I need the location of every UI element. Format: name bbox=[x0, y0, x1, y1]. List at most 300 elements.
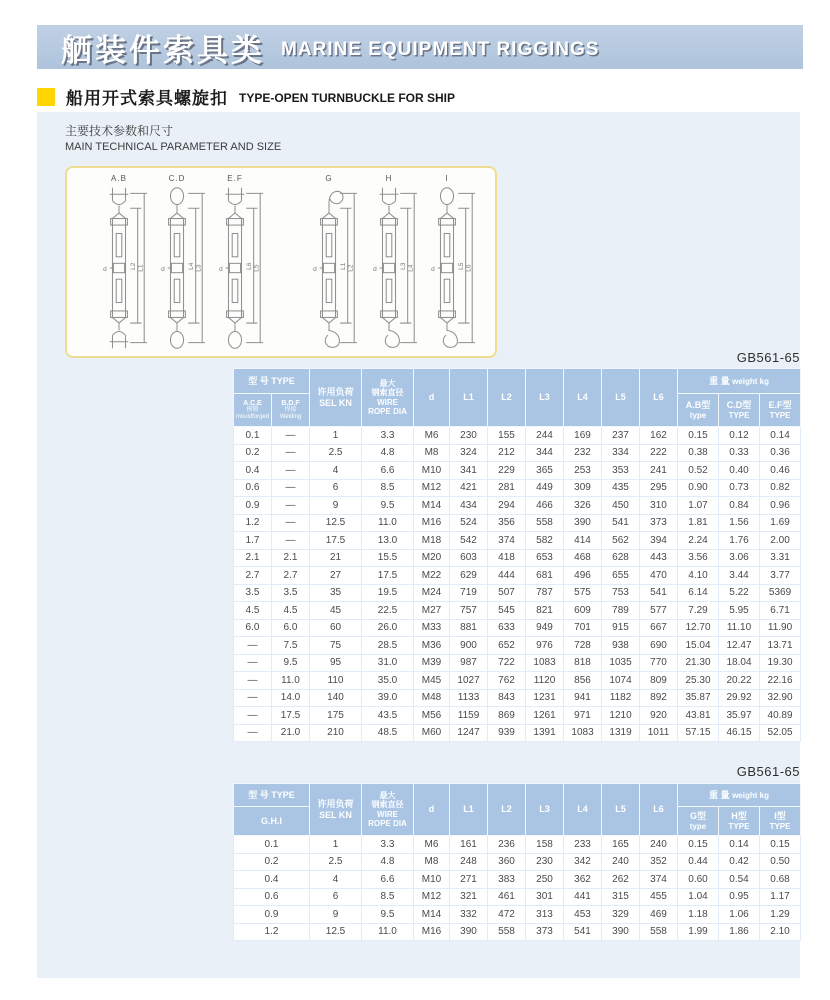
page-banner bbox=[37, 25, 803, 69]
table-cell: 22.5 bbox=[362, 602, 414, 620]
table-cell: 1011 bbox=[640, 724, 678, 742]
table-cell: 25.30 bbox=[678, 672, 719, 690]
table-cell: 558 bbox=[488, 923, 526, 941]
col-header-weight-ef: E.F型 TYPE bbox=[760, 394, 801, 427]
table-cell: 161 bbox=[450, 836, 488, 854]
table-cell: M12 bbox=[414, 479, 450, 497]
table-row bbox=[234, 427, 801, 445]
table-cell: 418 bbox=[488, 549, 526, 567]
col-header-load bbox=[310, 369, 362, 427]
table-cell: 949 bbox=[526, 619, 564, 637]
table-row bbox=[234, 584, 801, 602]
table-cell: 1074 bbox=[602, 672, 640, 690]
col-header-l2: L2 bbox=[488, 369, 526, 427]
table-cell: 6.71 bbox=[760, 602, 801, 620]
turnbuckle-table-abcdef bbox=[233, 368, 801, 742]
table-row bbox=[234, 707, 801, 725]
table-cell: 1261 bbox=[526, 707, 564, 725]
table-cell: 1.76 bbox=[719, 532, 760, 550]
svg-text:L5: L5 bbox=[457, 262, 465, 270]
table-row bbox=[234, 619, 801, 637]
table-cell: 1.69 bbox=[760, 514, 801, 532]
table-cell: 1.07 bbox=[678, 497, 719, 515]
table-cell: 414 bbox=[564, 532, 602, 550]
table-cell: 470 bbox=[640, 567, 678, 585]
table-cell: 2.1 bbox=[272, 549, 310, 567]
table-cell: 13.0 bbox=[362, 532, 414, 550]
table-cell: 722 bbox=[488, 654, 526, 672]
table-cell: 690 bbox=[640, 637, 678, 655]
col-header-type: 型 号 TYPE bbox=[234, 369, 310, 394]
table-cell: 0.2 bbox=[234, 853, 310, 871]
table-cell: 232 bbox=[564, 444, 602, 462]
subtitle bbox=[65, 122, 281, 153]
table-cell: 787 bbox=[526, 584, 564, 602]
table-cell: 0.54 bbox=[719, 871, 760, 889]
table-cell: 2.7 bbox=[272, 567, 310, 585]
table-cell: 4 bbox=[310, 462, 362, 480]
table-cell: M8 bbox=[414, 853, 450, 871]
table-cell: 892 bbox=[640, 689, 678, 707]
table-cell: 719 bbox=[450, 584, 488, 602]
svg-text:L4: L4 bbox=[187, 262, 195, 270]
table-cell: 19.30 bbox=[760, 654, 801, 672]
table-cell: 2.00 bbox=[760, 532, 801, 550]
table-cell: M14 bbox=[414, 906, 450, 924]
table-cell: 12.5 bbox=[310, 514, 362, 532]
table-cell: 1133 bbox=[450, 689, 488, 707]
table-cell: 1 bbox=[310, 427, 362, 445]
table-cell: 941 bbox=[564, 689, 602, 707]
turnbuckle-table-ghi bbox=[233, 783, 801, 941]
turnbuckle-figure-h bbox=[359, 174, 419, 357]
table-cell: 21.0 bbox=[272, 724, 310, 742]
table-cell: 987 bbox=[450, 654, 488, 672]
table-cell: — bbox=[272, 444, 310, 462]
table-cell: 240 bbox=[640, 836, 678, 854]
col-header-type-bdf: B.D.F 焊接 Welding bbox=[272, 394, 310, 427]
table-cell: 0.15 bbox=[678, 427, 719, 445]
table-cell: 1.17 bbox=[760, 888, 801, 906]
table-cell: 971 bbox=[564, 707, 602, 725]
table-cell: 27 bbox=[310, 567, 362, 585]
table-cell: 374 bbox=[488, 532, 526, 550]
table-cell: 0.40 bbox=[719, 462, 760, 480]
table-cell: 22.16 bbox=[760, 672, 801, 690]
table-cell: 6.0 bbox=[234, 619, 272, 637]
turnbuckle-figure-ef bbox=[205, 174, 265, 357]
col-header-weight-h: H型 TYPE bbox=[719, 807, 760, 836]
table-cell: 20.22 bbox=[719, 672, 760, 690]
table-cell: 5.22 bbox=[719, 584, 760, 602]
table-cell: 352 bbox=[640, 853, 678, 871]
table-cell: 12.47 bbox=[719, 637, 760, 655]
table-cell: 11.0 bbox=[362, 514, 414, 532]
table-cell: 2.1 bbox=[234, 549, 272, 567]
table-cell: 21.30 bbox=[678, 654, 719, 672]
col-header-type-ace: A.C.E 模锻 mouldforged bbox=[234, 394, 272, 427]
table-cell: 362 bbox=[564, 871, 602, 889]
table-cell: — bbox=[272, 514, 310, 532]
table-cell: 920 bbox=[640, 707, 678, 725]
turnbuckle-drawing bbox=[417, 184, 477, 352]
col-header-type-ghi: G.H.I bbox=[234, 807, 310, 836]
table-cell: 75 bbox=[310, 637, 362, 655]
figure-label: H bbox=[385, 174, 393, 183]
table-cell: 453 bbox=[564, 906, 602, 924]
table-cell: 9 bbox=[310, 497, 362, 515]
table-cell: M48 bbox=[414, 689, 450, 707]
table-cell: 12.70 bbox=[678, 619, 719, 637]
table-cell: 3.5 bbox=[234, 584, 272, 602]
table-cell: 2.5 bbox=[310, 853, 362, 871]
table-cell: 26.0 bbox=[362, 619, 414, 637]
table-cell: 0.12 bbox=[719, 427, 760, 445]
col-header-weight-g: G型 type bbox=[678, 807, 719, 836]
table-cell: 383 bbox=[488, 871, 526, 889]
table-cell: 1083 bbox=[564, 724, 602, 742]
table-cell: — bbox=[272, 427, 310, 445]
table-cell: — bbox=[272, 532, 310, 550]
table-cell: 4.10 bbox=[678, 567, 719, 585]
table-cell: 434 bbox=[450, 497, 488, 515]
table-cell: 0.14 bbox=[719, 836, 760, 854]
table-cell: 17.5 bbox=[272, 707, 310, 725]
table-cell: 344 bbox=[526, 444, 564, 462]
table-cell: 1159 bbox=[450, 707, 488, 725]
table-cell: 461 bbox=[488, 888, 526, 906]
table-cell: 1.81 bbox=[678, 514, 719, 532]
table-cell: 562 bbox=[602, 532, 640, 550]
table-cell: M27 bbox=[414, 602, 450, 620]
diagram-box bbox=[65, 166, 497, 358]
table-cell: 0.4 bbox=[234, 871, 310, 889]
table-cell: M36 bbox=[414, 637, 450, 655]
col-header-l5: L5 bbox=[602, 784, 640, 836]
table-cell: 6.6 bbox=[362, 871, 414, 889]
table-cell: 2.24 bbox=[678, 532, 719, 550]
svg-text:L2: L2 bbox=[347, 264, 355, 272]
table-cell: 1.2 bbox=[234, 514, 272, 532]
svg-text:L6: L6 bbox=[245, 262, 253, 270]
table-cell: M33 bbox=[414, 619, 450, 637]
table-cell: 95 bbox=[310, 654, 362, 672]
section-heading bbox=[37, 84, 455, 109]
table-cell: 0.6 bbox=[234, 888, 310, 906]
table-cell: 17.5 bbox=[362, 567, 414, 585]
table-row bbox=[234, 906, 801, 924]
table-cell: 43.81 bbox=[678, 707, 719, 725]
table-cell: 441 bbox=[564, 888, 602, 906]
table-cell: 12.5 bbox=[310, 923, 362, 941]
svg-text:L3: L3 bbox=[195, 264, 203, 272]
table-cell: 332 bbox=[450, 906, 488, 924]
table-cell: 0.60 bbox=[678, 871, 719, 889]
table-cell: 5.95 bbox=[719, 602, 760, 620]
table-cell: 1.06 bbox=[719, 906, 760, 924]
table-cell: 2.10 bbox=[760, 923, 801, 941]
col-header-l6: L6 bbox=[640, 369, 678, 427]
table-cell: 0.15 bbox=[760, 836, 801, 854]
table-cell: 1319 bbox=[602, 724, 640, 742]
turnbuckle-figure-g bbox=[299, 174, 359, 357]
figure-label: A.B bbox=[111, 174, 127, 183]
table-cell: — bbox=[234, 689, 272, 707]
table-cell: 818 bbox=[564, 654, 602, 672]
table-cell: M39 bbox=[414, 654, 450, 672]
table-row bbox=[234, 871, 801, 889]
table-cell: 1.18 bbox=[678, 906, 719, 924]
table-cell: 17.5 bbox=[310, 532, 362, 550]
table-cell: 295 bbox=[640, 479, 678, 497]
table-cell: M16 bbox=[414, 923, 450, 941]
table-cell: 1391 bbox=[526, 724, 564, 742]
table-cell: M8 bbox=[414, 444, 450, 462]
table-cell: M6 bbox=[414, 427, 450, 445]
table-cell: 6 bbox=[310, 479, 362, 497]
table-cell: 324 bbox=[450, 444, 488, 462]
table-cell: 356 bbox=[488, 514, 526, 532]
col-header-l4: L4 bbox=[564, 369, 602, 427]
turnbuckle-drawing bbox=[205, 184, 265, 352]
table-cell: 653 bbox=[526, 549, 564, 567]
svg-text:L3: L3 bbox=[399, 262, 407, 270]
table-cell: 212 bbox=[488, 444, 526, 462]
table-cell: 240 bbox=[602, 853, 640, 871]
table-cell: 1210 bbox=[602, 707, 640, 725]
col-header-d: d bbox=[414, 784, 450, 836]
table-cell: 2.7 bbox=[234, 567, 272, 585]
table-cell: 1.04 bbox=[678, 888, 719, 906]
table-cell: 545 bbox=[488, 602, 526, 620]
table-row bbox=[234, 689, 801, 707]
table-cell: 728 bbox=[564, 637, 602, 655]
table-cell: 1231 bbox=[526, 689, 564, 707]
table-cell: 374 bbox=[640, 871, 678, 889]
table-cell: 6.6 bbox=[362, 462, 414, 480]
table-cell: 169 bbox=[564, 427, 602, 445]
table-cell: 3.31 bbox=[760, 549, 801, 567]
table-row bbox=[234, 462, 801, 480]
table-cell: 28.5 bbox=[362, 637, 414, 655]
table-cell: 915 bbox=[602, 619, 640, 637]
load-label-zh: 许用负荷 bbox=[317, 387, 354, 398]
col-header-l3: L3 bbox=[526, 369, 564, 427]
turnbuckle-drawing bbox=[299, 184, 359, 352]
table-cell: 3.56 bbox=[678, 549, 719, 567]
table-cell: 39.0 bbox=[362, 689, 414, 707]
table-cell: 633 bbox=[488, 619, 526, 637]
table-cell: 43.5 bbox=[362, 707, 414, 725]
table-cell: 652 bbox=[488, 637, 526, 655]
table-cell: 230 bbox=[526, 853, 564, 871]
table-cell: 1182 bbox=[602, 689, 640, 707]
table-cell: 0.38 bbox=[678, 444, 719, 462]
table-cell: 0.9 bbox=[234, 497, 272, 515]
table-cell: 0.1 bbox=[234, 427, 272, 445]
table-cell: 6.14 bbox=[678, 584, 719, 602]
table-cell: 222 bbox=[640, 444, 678, 462]
col-header-l3: L3 bbox=[526, 784, 564, 836]
table-cell: 575 bbox=[564, 584, 602, 602]
figure-label: G bbox=[325, 174, 333, 183]
table-cell: 435 bbox=[602, 479, 640, 497]
table-cell: 496 bbox=[564, 567, 602, 585]
table-cell: 244 bbox=[526, 427, 564, 445]
table-cell: 541 bbox=[564, 923, 602, 941]
col-header-wire-dia: 最大 钢索直径 WIRE ROPE DIA bbox=[362, 369, 414, 427]
col-header-wire-dia: 最大 钢索直径 WIRE ROPE DIA bbox=[362, 784, 414, 836]
table-cell: 237 bbox=[602, 427, 640, 445]
table-cell: 19.5 bbox=[362, 584, 414, 602]
table-cell: 9.5 bbox=[362, 906, 414, 924]
table-cell: 541 bbox=[602, 514, 640, 532]
table-cell: 466 bbox=[526, 497, 564, 515]
table-cell: 0.42 bbox=[719, 853, 760, 871]
table-cell: 35 bbox=[310, 584, 362, 602]
table-row bbox=[234, 532, 801, 550]
table-row bbox=[234, 836, 801, 854]
table-cell: 0.15 bbox=[678, 836, 719, 854]
figure-label: I bbox=[445, 174, 449, 183]
table-cell: 900 bbox=[450, 637, 488, 655]
section-title-en: TYPE-OPEN TURNBUCKLE FOR SHIP bbox=[239, 91, 456, 105]
table-cell: 11.10 bbox=[719, 619, 760, 637]
table-cell: 326 bbox=[564, 497, 602, 515]
table-cell: M22 bbox=[414, 567, 450, 585]
svg-text:d: d bbox=[103, 265, 107, 273]
table-row bbox=[234, 853, 801, 871]
col-header-l4: L4 bbox=[564, 784, 602, 836]
col-header-weight-ab: A.B型 type bbox=[678, 394, 719, 427]
table-cell: 21 bbox=[310, 549, 362, 567]
svg-text:L2: L2 bbox=[129, 262, 137, 270]
svg-text:L1: L1 bbox=[339, 262, 347, 270]
table-cell: 1.2 bbox=[234, 923, 310, 941]
table-cell: 4.8 bbox=[362, 853, 414, 871]
table-cell: 57.15 bbox=[678, 724, 719, 742]
table-cell: 449 bbox=[526, 479, 564, 497]
table-cell: 8.5 bbox=[362, 479, 414, 497]
table-cell: 162 bbox=[640, 427, 678, 445]
table-cell: 939 bbox=[488, 724, 526, 742]
table-cell: 701 bbox=[564, 619, 602, 637]
table-cell: 757 bbox=[450, 602, 488, 620]
content-panel bbox=[37, 112, 800, 978]
table-cell: 0.95 bbox=[719, 888, 760, 906]
table-cell: 0.68 bbox=[760, 871, 801, 889]
table-cell: 310 bbox=[640, 497, 678, 515]
table-cell: 301 bbox=[526, 888, 564, 906]
col-header-weight: 重 量 weight kg bbox=[678, 369, 801, 394]
table-cell: 158 bbox=[526, 836, 564, 854]
table-row bbox=[234, 514, 801, 532]
table-cell: — bbox=[234, 672, 272, 690]
svg-text:d: d bbox=[313, 265, 317, 273]
table-cell: 450 bbox=[602, 497, 640, 515]
table-cell: 353 bbox=[602, 462, 640, 480]
table-cell: 35.97 bbox=[719, 707, 760, 725]
table-cell: 0.2 bbox=[234, 444, 272, 462]
standard-label-1: GB561-65 bbox=[736, 350, 800, 365]
table-cell: 365 bbox=[526, 462, 564, 480]
table-cell: 11.0 bbox=[362, 923, 414, 941]
table-cell: 35.0 bbox=[362, 672, 414, 690]
table-cell: 271 bbox=[450, 871, 488, 889]
table-row bbox=[234, 654, 801, 672]
turnbuckle-drawing bbox=[147, 184, 207, 352]
table-cell: 31.0 bbox=[362, 654, 414, 672]
table-cell: 0.73 bbox=[719, 479, 760, 497]
table-cell: 9.5 bbox=[362, 497, 414, 515]
table-cell: 329 bbox=[602, 906, 640, 924]
figure-label: C.D bbox=[168, 174, 186, 183]
turnbuckle-figure-i bbox=[417, 174, 477, 357]
table-cell: 29.92 bbox=[719, 689, 760, 707]
table-cell: 8.5 bbox=[362, 888, 414, 906]
turnbuckle-drawing bbox=[89, 184, 149, 352]
table-cell: 603 bbox=[450, 549, 488, 567]
table-cell: 468 bbox=[564, 549, 602, 567]
load-label-en: SEL KN bbox=[319, 397, 352, 408]
table-cell: 667 bbox=[640, 619, 678, 637]
table-cell: 155 bbox=[488, 427, 526, 445]
table-cell: 577 bbox=[640, 602, 678, 620]
table-cell: 1.7 bbox=[234, 532, 272, 550]
table-cell: 0.33 bbox=[719, 444, 760, 462]
svg-text:d: d bbox=[373, 265, 377, 273]
table-cell: 241 bbox=[640, 462, 678, 480]
table-cell: 869 bbox=[488, 707, 526, 725]
table-cell: 334 bbox=[602, 444, 640, 462]
table-cell: 5369 bbox=[760, 584, 801, 602]
table-cell: M10 bbox=[414, 871, 450, 889]
table-cell: 856 bbox=[564, 672, 602, 690]
svg-text:d: d bbox=[161, 265, 165, 273]
table-cell: 1247 bbox=[450, 724, 488, 742]
table-cell: 681 bbox=[526, 567, 564, 585]
subtitle-zh: 主要技术参数和尺寸 bbox=[65, 124, 174, 138]
table-cell: 0.6 bbox=[234, 479, 272, 497]
banner-title-en: MARINE EQUIPMENT RIGGINGS bbox=[281, 39, 600, 60]
table-cell: 1083 bbox=[526, 654, 564, 672]
table-cell: 250 bbox=[526, 871, 564, 889]
table-cell: 3.5 bbox=[272, 584, 310, 602]
table-cell: 655 bbox=[602, 567, 640, 585]
table-cell: 313 bbox=[526, 906, 564, 924]
table-cell: 1 bbox=[310, 836, 362, 854]
table-cell: 9.5 bbox=[272, 654, 310, 672]
table-cell: M6 bbox=[414, 836, 450, 854]
table-cell: 421 bbox=[450, 479, 488, 497]
col-header-weight-i: I型 TYPE bbox=[760, 807, 801, 836]
banner-title-zh: 舾装件索具类 bbox=[61, 32, 265, 68]
table-cell: M10 bbox=[414, 462, 450, 480]
table-cell: 1.29 bbox=[760, 906, 801, 924]
table-cell: 628 bbox=[602, 549, 640, 567]
table-cell: 938 bbox=[602, 637, 640, 655]
table-cell: 558 bbox=[526, 514, 564, 532]
col-header-d: d bbox=[414, 369, 450, 427]
table-cell: — bbox=[272, 462, 310, 480]
table-row bbox=[234, 444, 801, 462]
svg-text:L5: L5 bbox=[253, 264, 261, 272]
col-header-type: 型 号 TYPE bbox=[234, 784, 310, 807]
table-cell: M56 bbox=[414, 707, 450, 725]
col-header-load: 许用负荷 SEL KN bbox=[310, 784, 362, 836]
table-cell: 809 bbox=[640, 672, 678, 690]
table-cell: 0.90 bbox=[678, 479, 719, 497]
